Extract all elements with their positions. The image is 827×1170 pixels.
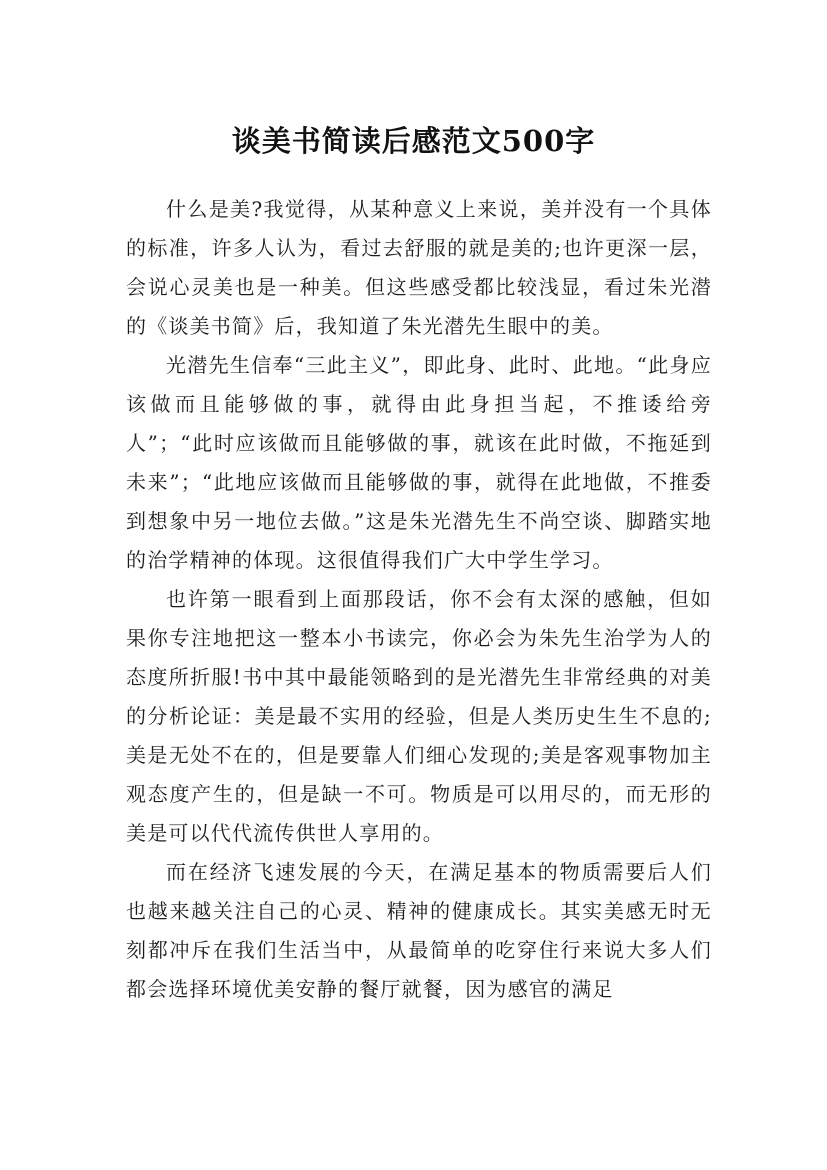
paragraph-3: 也许第一眼看到上面那段话，你不会有太深的感触，但如果你专注地把这一整本小书读完，你必会为朱先生治学为人的态度所折服!书中其中最能领略到的是光潜先生非常经典的对美的分析论证：美是最不实用的经验，但是人类历史生生不息的;美是无处不在的，但是要靠人们细心发现的;美是客观事物加主观态度产生的，但是缺一不可。物质是可以用尽的，而无形的美是可以代代流传供世人享用的。 bbox=[126, 587, 712, 845]
paragraph-4: 而在经济飞速发展的今天，在满足基本的物质需要后人们也越来越关注自己的心灵、精神的健康成长。其实美感无时无刻都冲斥在我们生活当中，从最简单的吃穿住行来说大多人们都会选择环境优美安静的餐厅就餐，因为感官的满足 bbox=[126, 860, 712, 1001]
paragraph-1: 什么是美?我觉得，从某种意义上来说，美并没有一个具体的标准，许多人认为，看过去舒服的就是美的;也许更深一层，会说心灵美也是一种美。但这些感受都比较浅显，看过朱光潜的《谈美书简》后，我知道了朱光潜先生眼中的美。 bbox=[126, 197, 712, 338]
document-title: 谈美书简读后感范文500字 bbox=[231, 124, 596, 159]
paragraph-2: 光潜先生信奉“三此主义”，即此身、此时、此地。“此身应该做而且能够做的事，就得由此身担当起，不推诿给旁人”；“此时应该做而且能够做的事，就该在此时做，不拖延到未来”；“此地应该做而且能够做的事，就得在此地做，不推委到想象中另一地位去做。”这是朱光潜先生不尚空谈、脚踏实地的治学精神的体现。这很值得我们广大中学生学习。 bbox=[126, 353, 712, 572]
document-body bbox=[126, 190, 712, 1009]
